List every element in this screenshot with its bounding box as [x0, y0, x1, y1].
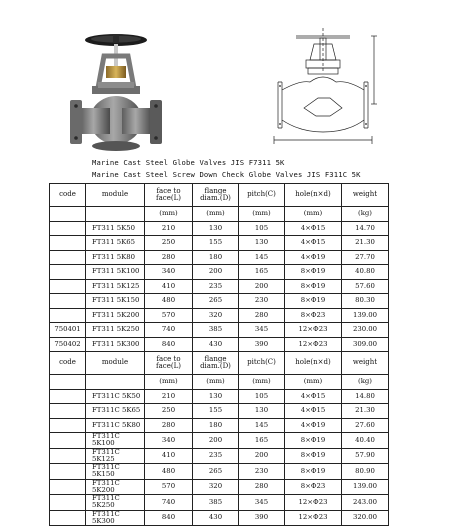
cell-pitch: 165 — [239, 265, 285, 280]
table-row — [50, 448, 389, 464]
cell-code — [50, 418, 86, 433]
cell-module: FT311 5K65 — [86, 236, 145, 251]
cell-weight: 14.70 — [342, 221, 389, 236]
table-row — [50, 495, 389, 511]
cell-pitch: 200 — [239, 279, 285, 294]
cell-flange-diam: 180 — [193, 250, 239, 265]
cell-flange-diam: 385 — [193, 495, 239, 511]
cell-module: FT311C 5K200 — [86, 479, 145, 495]
cell-pitch: 130 — [239, 236, 285, 251]
cell-code — [50, 250, 86, 265]
cell-hole: 12×Φ23 — [285, 510, 342, 526]
table-row — [50, 265, 389, 280]
cell-face-to-face: 480 — [145, 294, 193, 309]
cell-flange-diam: 430 — [193, 510, 239, 526]
cell-weight: 40.80 — [342, 265, 389, 280]
header-pitch: pitch(C) — [239, 184, 285, 207]
cell-code — [50, 479, 86, 495]
cell-weight: 57.90 — [342, 448, 389, 464]
table-row — [50, 236, 389, 251]
cell-hole: 4×Φ15 — [285, 221, 342, 236]
table-row — [50, 464, 389, 480]
cell-weight: 27.70 — [342, 250, 389, 265]
caption-check-globe-valves: Marine Cast Steel Screw Down Check Globe Valves JIS F311C 5K — [92, 170, 361, 179]
cell-hole: 4×Φ15 — [285, 236, 342, 251]
table-row — [50, 433, 389, 449]
unit-face-to-face: (mm) — [145, 207, 193, 222]
unit-weight: (kg) — [342, 375, 389, 390]
cell-hole: 8×Φ19 — [285, 433, 342, 449]
cell-face-to-face: 840 — [145, 510, 193, 526]
header-flange-diam: flange diam.(D) — [193, 184, 239, 207]
table-row — [50, 389, 389, 404]
cell-module: FT311C 5K50 — [86, 389, 145, 404]
cell-flange-diam: 320 — [193, 479, 239, 495]
cell-hole: 4×Φ15 — [285, 404, 342, 419]
cell-code — [50, 448, 86, 464]
header-flange-diam: flange diam.(D) — [193, 352, 239, 375]
cell-face-to-face: 280 — [145, 250, 193, 265]
cell-pitch: 390 — [239, 337, 285, 352]
cell-pitch: 390 — [239, 510, 285, 526]
cell-code — [50, 236, 86, 251]
cell-face-to-face: 740 — [145, 495, 193, 511]
cell-code — [50, 294, 86, 309]
cell-hole: 4×Φ19 — [285, 250, 342, 265]
cell-module: FT311C 5K125 — [86, 448, 145, 464]
cell-flange-diam: 265 — [193, 294, 239, 309]
cell-weight: 57.60 — [342, 279, 389, 294]
table-row — [50, 479, 389, 495]
cell-weight: 14.80 — [342, 389, 389, 404]
cell-flange-diam: 155 — [193, 404, 239, 419]
cell-code — [50, 308, 86, 323]
cell-pitch: 165 — [239, 433, 285, 449]
cell-pitch: 200 — [239, 448, 285, 464]
cell-weight: 230.00 — [342, 323, 389, 338]
table-row — [50, 221, 389, 236]
header-weight: weight — [342, 184, 389, 207]
cell-hole: 8×Φ19 — [285, 294, 342, 309]
cell-pitch: 130 — [239, 404, 285, 419]
cell-weight: 80.90 — [342, 464, 389, 480]
cell-flange-diam: 130 — [193, 221, 239, 236]
cell-flange-diam: 235 — [193, 279, 239, 294]
cell-module: FT311 5K200 — [86, 308, 145, 323]
cell-pitch: 230 — [239, 294, 285, 309]
unit-weight: (kg) — [342, 207, 389, 222]
cell-flange-diam: 130 — [193, 389, 239, 404]
table-row — [50, 294, 389, 309]
cell-module: FT311 5K125 — [86, 279, 145, 294]
cell-face-to-face: 570 — [145, 308, 193, 323]
cell-code — [50, 433, 86, 449]
unit-code — [50, 375, 86, 390]
cell-face-to-face: 210 — [145, 389, 193, 404]
cell-hole: 4×Φ19 — [285, 418, 342, 433]
cell-hole: 12×Φ23 — [285, 323, 342, 338]
cell-pitch: 345 — [239, 495, 285, 511]
cell-flange-diam: 235 — [193, 448, 239, 464]
cell-weight: 309.00 — [342, 337, 389, 352]
cell-weight: 320.00 — [342, 510, 389, 526]
cell-pitch: 280 — [239, 308, 285, 323]
header-hole: hole(n×d) — [285, 352, 342, 375]
unit-module — [86, 375, 145, 390]
cell-pitch: 105 — [239, 221, 285, 236]
cell-code — [50, 279, 86, 294]
cell-module: FT311C 5K300 — [86, 510, 145, 526]
unit-pitch: (mm) — [239, 207, 285, 222]
cell-pitch: 345 — [239, 323, 285, 338]
cell-flange-diam: 430 — [193, 337, 239, 352]
cell-hole: 8×Φ19 — [285, 279, 342, 294]
cell-face-to-face: 740 — [145, 323, 193, 338]
cell-face-to-face: 250 — [145, 236, 193, 251]
cell-pitch: 230 — [239, 464, 285, 480]
cell-code — [50, 221, 86, 236]
cell-weight: 139.00 — [342, 479, 389, 495]
cell-module: FT311C 5K80 — [86, 418, 145, 433]
cell-hole: 8×Φ19 — [285, 464, 342, 480]
cell-module: FT311C 5K65 — [86, 404, 145, 419]
cell-weight: 80.30 — [342, 294, 389, 309]
cell-code: 750402 — [50, 337, 86, 352]
header-hole: hole(n×d) — [285, 184, 342, 207]
cell-face-to-face: 250 — [145, 404, 193, 419]
cell-code — [50, 404, 86, 419]
cell-module: FT311C 5K250 — [86, 495, 145, 511]
cell-module: FT311 5K150 — [86, 294, 145, 309]
unit-hole: (mm) — [285, 207, 342, 222]
header-face-to-face: face to face(L) — [145, 184, 193, 207]
table-header-row — [50, 352, 389, 375]
cell-module: FT311 5K50 — [86, 221, 145, 236]
cell-code: 750401 — [50, 323, 86, 338]
table-row — [50, 337, 389, 352]
header-face-to-face: face to face(L) — [145, 352, 193, 375]
header-pitch: pitch(C) — [239, 352, 285, 375]
cell-face-to-face: 480 — [145, 464, 193, 480]
cell-hole: 8×Φ23 — [285, 308, 342, 323]
header-code: code — [50, 184, 86, 207]
cell-face-to-face: 280 — [145, 418, 193, 433]
valve-technical-drawing — [270, 24, 378, 148]
cell-face-to-face: 210 — [145, 221, 193, 236]
table-units-row — [50, 375, 389, 390]
cell-face-to-face: 570 — [145, 479, 193, 495]
cell-weight: 243.00 — [342, 495, 389, 511]
cell-pitch: 145 — [239, 250, 285, 265]
table-header-row — [50, 184, 389, 207]
table-units-row — [50, 207, 389, 222]
cell-flange-diam: 180 — [193, 418, 239, 433]
cell-code — [50, 510, 86, 526]
cell-face-to-face: 410 — [145, 279, 193, 294]
cell-hole: 12×Φ23 — [285, 495, 342, 511]
cell-hole: 4×Φ15 — [285, 389, 342, 404]
cell-flange-diam: 320 — [193, 308, 239, 323]
cell-code — [50, 464, 86, 480]
cell-pitch: 105 — [239, 389, 285, 404]
unit-pitch: (mm) — [239, 375, 285, 390]
cell-flange-diam: 200 — [193, 265, 239, 280]
cell-pitch: 280 — [239, 479, 285, 495]
table-row — [50, 323, 389, 338]
cell-weight: 21.30 — [342, 404, 389, 419]
cell-code — [50, 389, 86, 404]
header-code: code — [50, 352, 86, 375]
cell-flange-diam: 265 — [193, 464, 239, 480]
cell-hole: 12×Φ23 — [285, 337, 342, 352]
cell-flange-diam: 200 — [193, 433, 239, 449]
cell-code — [50, 495, 86, 511]
table-row — [50, 418, 389, 433]
unit-module — [86, 207, 145, 222]
cell-hole: 8×Φ19 — [285, 448, 342, 464]
unit-face-to-face: (mm) — [145, 375, 193, 390]
unit-hole: (mm) — [285, 375, 342, 390]
cell-flange-diam: 385 — [193, 323, 239, 338]
header-weight: weight — [342, 352, 389, 375]
table-row — [50, 279, 389, 294]
cell-weight: 139.00 — [342, 308, 389, 323]
header-module: module — [86, 352, 145, 375]
unit-flange-diam: (mm) — [193, 375, 239, 390]
cell-face-to-face: 840 — [145, 337, 193, 352]
table-row — [50, 404, 389, 419]
globe-valve-photo — [68, 28, 172, 154]
cell-hole: 8×Φ19 — [285, 265, 342, 280]
spec-table-f7311 — [49, 183, 389, 352]
cell-face-to-face: 340 — [145, 433, 193, 449]
cell-weight: 40.40 — [342, 433, 389, 449]
cell-hole: 8×Φ23 — [285, 479, 342, 495]
spec-table-f311c — [49, 351, 389, 526]
cell-module: FT311 5K250 — [86, 323, 145, 338]
cell-code — [50, 265, 86, 280]
cell-module: FT311C 5K100 — [86, 433, 145, 449]
unit-code — [50, 207, 86, 222]
cell-weight: 27.60 — [342, 418, 389, 433]
cell-flange-diam: 155 — [193, 236, 239, 251]
cell-weight: 21.30 — [342, 236, 389, 251]
header-module: module — [86, 184, 145, 207]
table-row — [50, 308, 389, 323]
caption-globe-valves: Marine Cast Steel Globe Valves JIS F7311 5K — [92, 158, 285, 167]
cell-module: FT311 5K300 — [86, 337, 145, 352]
cell-face-to-face: 340 — [145, 265, 193, 280]
cell-pitch: 145 — [239, 418, 285, 433]
table-row — [50, 510, 389, 526]
cell-module: FT311 5K80 — [86, 250, 145, 265]
unit-flange-diam: (mm) — [193, 207, 239, 222]
table-row — [50, 250, 389, 265]
cell-module: FT311C 5K150 — [86, 464, 145, 480]
cell-face-to-face: 410 — [145, 448, 193, 464]
cell-module: FT311 5K100 — [86, 265, 145, 280]
